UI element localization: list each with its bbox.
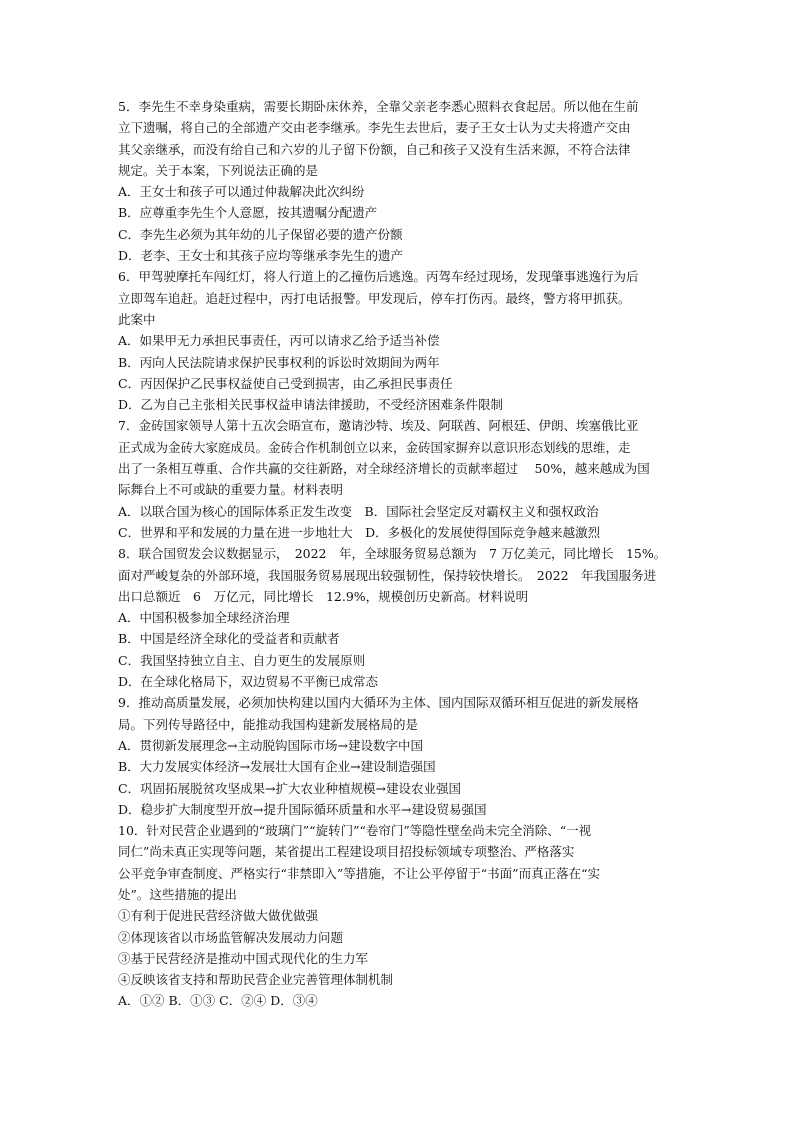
option-line: A．如果甲无力承担民事责任，丙可以请求乙给予适当补偿 [118,333,440,349]
text-line: 此案中 [118,311,156,327]
text-line: 同仁”尚未真正实现等问题，某省提出工程建设项目招投标领域专项整治、严格落实 [118,844,575,860]
option-line: B．大力发展实体经济→发展壮大国有企业→建设制造强国 [118,759,436,775]
option-line: A．中国积极参加全球经济治理 [118,610,290,626]
text-line: 规定。关于本案，下列说法正确的是 [118,162,319,178]
text-line: 立下遗嘱，将自己的全部遗产交由老李继承。李先生去世后，妻子王女士认为丈夫将遗产交由 [118,120,631,136]
option-line: B．应尊重李先生个人意愿，按其遗嘱分配遗产 [118,205,378,221]
statement-line: ②体现该省以市场监管解决发展动力问题 [118,929,344,945]
option-line: B．中国是经济全球化的受益者和贡献者 [118,631,340,647]
option-line: D．乙为自己主张相关民事权益申请法律援助，不受经济困难条件限制 [118,397,504,413]
text-line: 出口总额近 6 万亿元，同比增长 12.9%，规模创历史新高。材料说明 [118,588,529,604]
text-line: 局。下列传导路径中，能推动我国构建新发展格局的是 [118,716,419,732]
text-line: 7．金砖国家领导人第十五次会晤宣布，邀请沙特、埃及、阿联酋、阿根廷、伊朗、埃塞俄比亚 [118,418,639,434]
text-line: 9．推动高质量发展，必须加快构建以国内大循环为主体、国内国际双循环相互促进的新发展格 [118,695,639,711]
option-line: D．老李、王女士和其孩子应均等继承李先生的遗产 [118,248,404,264]
text-line: 处”。这些措施的提出 [118,886,237,902]
option-line: A．贯彻新发展理念→主动脱钩国际市场→建设数字中国 [118,737,423,753]
statement-line: ④反映该省支持和帮助民营企业完善管理体制机制 [118,972,394,988]
text-line: 正式成为金砖大家庭成员。金砖合作机制创立以来，金砖国家摒弃以意识形态划线的思维，走 [118,439,631,455]
option-line: C．巩固拓展脱贫攻坚成果→扩大农业种植规模→建设农业强国 [118,780,462,796]
text-line: 出了一条相互尊重、合作共赢的交往新路，对全球经济增长的贡献率超过 50%，越来越成为国 [118,461,650,477]
option-line: D．稳步扩大制度型开放→提升国际循环质量和水平→建设贸易强国 [118,801,487,817]
text-line: 际舞台上不可或缺的重要力量。材料表明 [118,482,344,498]
document-body [118,96,678,1012]
option-line: C．世界和平和发展的力量在进一步地壮大 D．多极化的发展使得国际竞争越来越激烈 [118,524,601,540]
statement-line: ①有利于促进民营经济做大做优做强 [118,908,319,924]
option-line: A．王女士和孩子可以通过仲裁解决此次纠纷 [118,184,365,200]
option-line: C．李先生必须为其年幼的儿子保留必要的遗产份额 [118,226,403,242]
text-line: 公平竞争审查制度、严格实行“非禁即入”等措施，不让公平停留于“书面”而真正落在“实 [118,865,600,881]
text-line: 5．李先生不幸身染重病，需要长期卧床休养，全靠父亲老李悉心照料衣食起居。所以他在生前 [118,99,639,114]
text-line: 立即驾车追赶。追赶过程中，丙打电话报警。甲发现后，停车打伤丙。最终，警方将甲抓获。 [118,290,631,306]
option-line: D．在全球化格局下，双边贸易不平衡已成常态 [118,674,379,690]
option-line: A．①② B．①③ C．②④ D．③④ [118,993,318,1009]
text-line: 其父亲继承，而没有给自己和六岁的儿子留下份额，自己和孩子又没有生活来源，不符合法律 [118,141,631,157]
text-line: 10．针对民营企业遇到的“玻璃门”“旋转门”“卷帘门”等隐性壁垒尚未完全消除、“一视 [118,823,592,839]
text-line: 8．联合国贸发会议数据显示， 2022 年，全球服务贸易总额为 7 万亿美元，同比增长 15%。 [118,546,667,562]
statement-line: ③基于民营经济是推动中国式现代化的生力军 [118,950,369,966]
option-line: C．我国坚持独立自主、自力更生的发展原则 [118,652,366,668]
text-line: 面对严峻复杂的外部环境，我国服务贸易展现出较强韧性，保持较快增长。 2022 年我国服务进 [118,567,657,583]
option-line: A．以联合国为核心的国际体系正发生改变 B．国际社会坚定反对霸权主义和强权政治 [118,503,599,519]
text-line: 6．甲驾驶摩托车闯红灯，将人行道上的乙撞伤后逃逸。丙驾车经过现场，发现肇事逃逸行为后 [118,269,639,285]
option-line: B．丙向人民法院请求保护民事权利的诉讼时效期间为两年 [118,354,440,370]
option-line: C．丙因保护乙民事权益使自己受到损害，由乙承担民事责任 [118,375,453,391]
